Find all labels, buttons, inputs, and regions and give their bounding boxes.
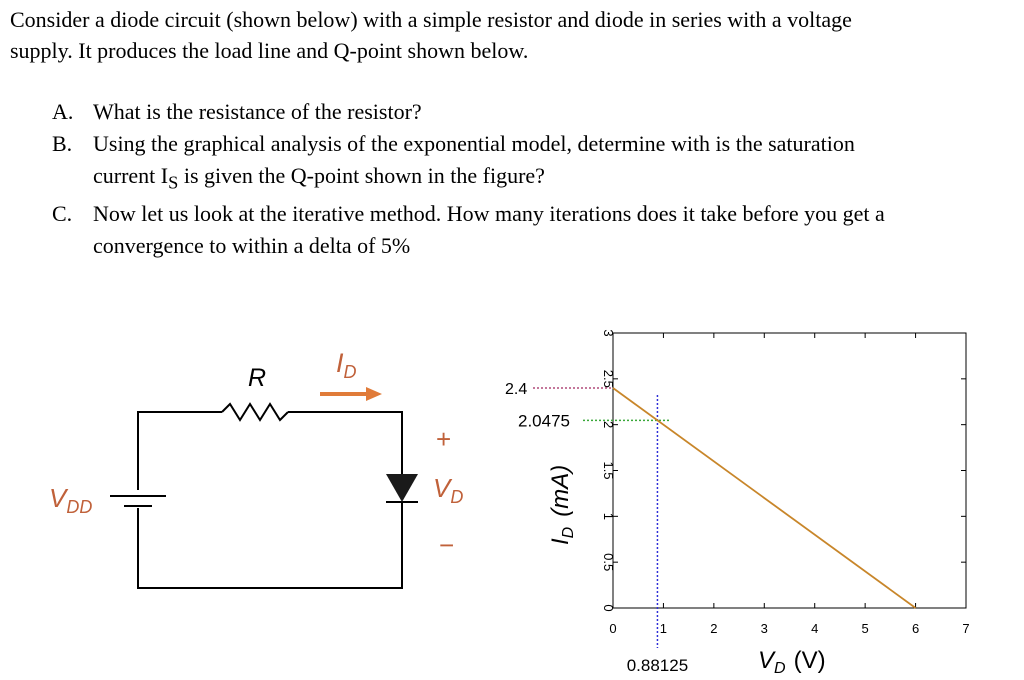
plus-sign: + — [436, 424, 452, 454]
annotation-q-voltage: 0.88125 — [626, 656, 689, 675]
y-tick-label: 1 — [601, 512, 616, 520]
annotation-q-current: 2.0475 — [518, 411, 570, 431]
question-text-line-2: convergence to within a delta of 5% — [93, 233, 411, 259]
y-tick-label: 2 — [601, 421, 616, 429]
question-text-rest: is given the Q-point shown in the figure? — [178, 163, 545, 188]
question-letter: A. — [52, 99, 74, 124]
question-text-line-1: Now let us look at the iterative method. How many iterations does it take before you get a — [93, 201, 885, 227]
x-tick-label: 6 — [911, 621, 920, 636]
x-tick-label: 2 — [710, 621, 718, 636]
resistor-label: R — [248, 364, 267, 392]
current-label: $I_D$ — [336, 348, 357, 382]
question-letter: C. — [52, 201, 73, 227]
x-tick-label: 4 — [811, 621, 819, 636]
annotation-y-intercept: 2.4 — [505, 381, 528, 398]
plot-area — [613, 333, 966, 608]
is-symbol: current I — [93, 163, 169, 188]
y-tick-label: 0.5 — [601, 553, 616, 572]
x-tick-label: 5 — [861, 621, 869, 636]
minus-sign: − — [439, 530, 455, 560]
question-text: What is the resistance of the resistor? — [93, 99, 422, 124]
question-letter: B. — [52, 131, 73, 156]
diode-voltage-label: $V_D$ — [433, 473, 464, 507]
y-tick-label: 2.5 — [601, 369, 616, 388]
is-subscript: S — [168, 172, 179, 193]
x-tick-label: 7 — [962, 621, 970, 636]
x-tick-label: 3 — [760, 621, 768, 636]
question-text-line-1: Using the graphical analysis of the exponential model, determine with is the saturation — [93, 131, 855, 156]
x-tick-label: 0 — [609, 621, 617, 636]
x-tick-label: 1 — [659, 621, 668, 636]
y-axis-label: $I_D(mA)$ — [547, 464, 577, 545]
intro-line-1: Consider a diode circuit (shown below) with a simple resistor and diode in series with a voltage — [10, 7, 852, 32]
y-tick-label: 1.5 — [601, 461, 616, 480]
intro-line-2: supply. It produces the load line and Q-point shown below. — [10, 38, 529, 63]
y-tick-label: 3 — [601, 329, 616, 337]
y-tick-label: 0 — [601, 604, 616, 612]
x-axis-label: $V_D$ (V) — [758, 647, 826, 677]
source-label: $V_{DD}$ — [49, 483, 93, 517]
